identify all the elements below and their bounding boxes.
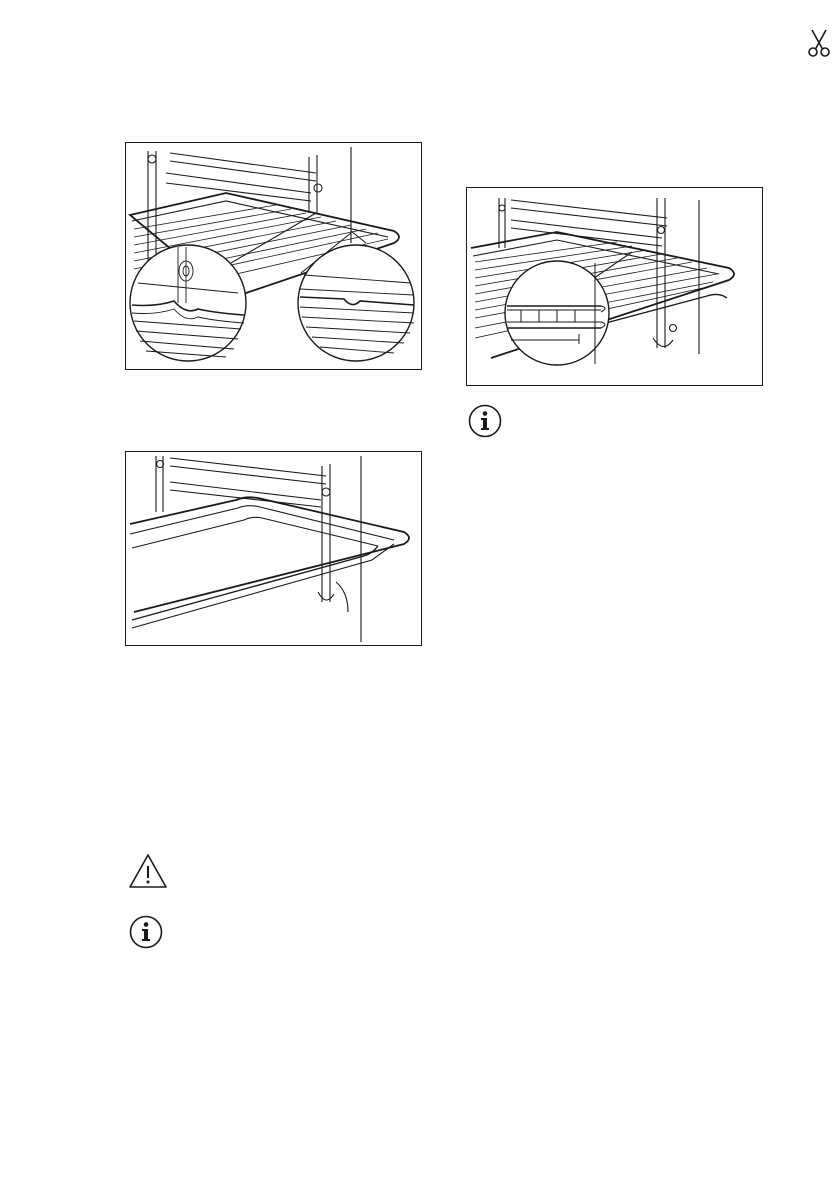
figure-baking-tray-insertion	[125, 451, 422, 646]
figure-shelf-and-tray-together	[466, 187, 763, 386]
figure-shelf-insertion-detail	[125, 142, 422, 370]
scissors-icon	[806, 28, 832, 58]
warning-triangle-icon	[128, 853, 168, 889]
info-icon	[129, 915, 163, 949]
info-icon	[468, 404, 502, 438]
